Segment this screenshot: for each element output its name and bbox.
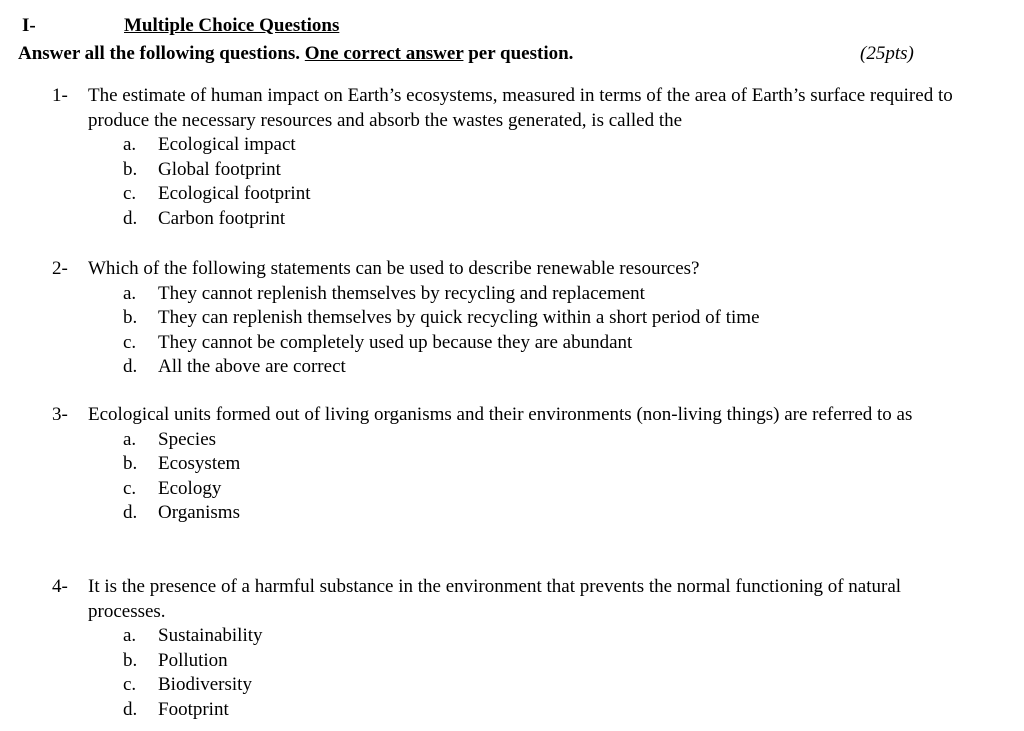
- option-letter: d.: [123, 356, 138, 377]
- option-a[interactable]: [52, 282, 982, 307]
- section-title: Multiple Choice Questions: [124, 15, 340, 36]
- option-c[interactable]: [52, 673, 982, 698]
- option-b[interactable]: [52, 306, 982, 331]
- option-a[interactable]: [52, 428, 982, 453]
- option-text: Carbon footprint: [158, 207, 286, 229]
- question-3: [52, 403, 982, 526]
- option-letter: c.: [123, 674, 137, 695]
- question-number: 3-: [52, 404, 68, 425]
- option-letter: a.: [123, 282, 137, 304]
- options-list: [52, 624, 982, 722]
- option-c[interactable]: [52, 477, 982, 502]
- option-text: All the above are correct: [158, 356, 346, 377]
- option-d[interactable]: [52, 501, 982, 526]
- option-text: Biodiversity: [158, 674, 252, 695]
- question-number: 2-: [52, 258, 68, 279]
- option-b[interactable]: [52, 452, 982, 477]
- question-number: 4-: [52, 576, 68, 597]
- option-text: Global footprint: [158, 158, 281, 180]
- question-text: It is the presence of a harmful substance in the environment that prevents the normal functioning of natural processes.: [88, 576, 902, 622]
- option-d[interactable]: [52, 698, 982, 723]
- instructions-part2: per question.: [463, 43, 574, 64]
- option-text: They cannot be completely used up because they are abundant: [158, 331, 633, 353]
- options-list: [52, 133, 982, 231]
- section-number: I-: [22, 15, 36, 36]
- question-text: The estimate of human impact on Earth’s ecosystems, measured in terms of the area of Earth’s surface required to produce the necessary resources and absorb the wastes generated, is called the: [88, 85, 953, 131]
- instructions-part1: Answer all the following questions.: [18, 43, 305, 64]
- points-label: (25pts): [860, 43, 914, 64]
- option-text: Ecology: [158, 477, 222, 499]
- options-list: [52, 282, 982, 380]
- options-list: [52, 428, 982, 526]
- option-text: Ecological footprint: [158, 183, 311, 204]
- option-letter: a.: [123, 134, 137, 155]
- option-a[interactable]: [52, 133, 982, 158]
- option-text: Ecosystem: [158, 453, 241, 474]
- question-text: Which of the following statements can be used to describe renewable resources?: [88, 258, 700, 279]
- question-1: [52, 84, 982, 231]
- option-d[interactable]: [52, 207, 982, 232]
- option-text: Organisms: [158, 502, 240, 523]
- option-letter: b.: [123, 453, 138, 474]
- question-4: [52, 575, 982, 722]
- option-letter: b.: [123, 307, 138, 328]
- option-c[interactable]: [52, 182, 982, 207]
- option-letter: c.: [123, 477, 137, 499]
- option-b[interactable]: [52, 158, 982, 183]
- question-text: Ecological units formed out of living organisms and their environments (non-living things) are referred to as: [88, 404, 913, 425]
- option-text: Footprint: [158, 698, 229, 720]
- instructions: [18, 42, 918, 67]
- question-2: [52, 257, 982, 380]
- option-letter: a.: [123, 625, 137, 646]
- option-letter: b.: [123, 649, 138, 671]
- question-number: 1-: [52, 85, 68, 106]
- option-text: Species: [158, 428, 217, 450]
- option-letter: d.: [123, 698, 138, 720]
- option-c[interactable]: [52, 331, 982, 356]
- option-letter: c.: [123, 183, 137, 204]
- option-letter: a.: [123, 428, 137, 450]
- option-letter: d.: [123, 207, 138, 229]
- option-a[interactable]: [52, 624, 982, 649]
- option-letter: d.: [123, 502, 138, 523]
- option-text: Pollution: [158, 649, 228, 671]
- option-b[interactable]: [52, 649, 982, 674]
- instructions-emphasis: One correct answer: [304, 43, 464, 64]
- option-d[interactable]: [52, 355, 982, 380]
- option-letter: b.: [123, 158, 138, 180]
- option-letter: c.: [123, 331, 137, 353]
- option-text: They cannot replenish themselves by recycling and replacement: [158, 282, 645, 304]
- option-text: Sustainability: [158, 625, 263, 646]
- option-text: Ecological impact: [158, 134, 296, 155]
- option-text: They can replenish themselves by quick recycling within a short period of time: [158, 307, 760, 328]
